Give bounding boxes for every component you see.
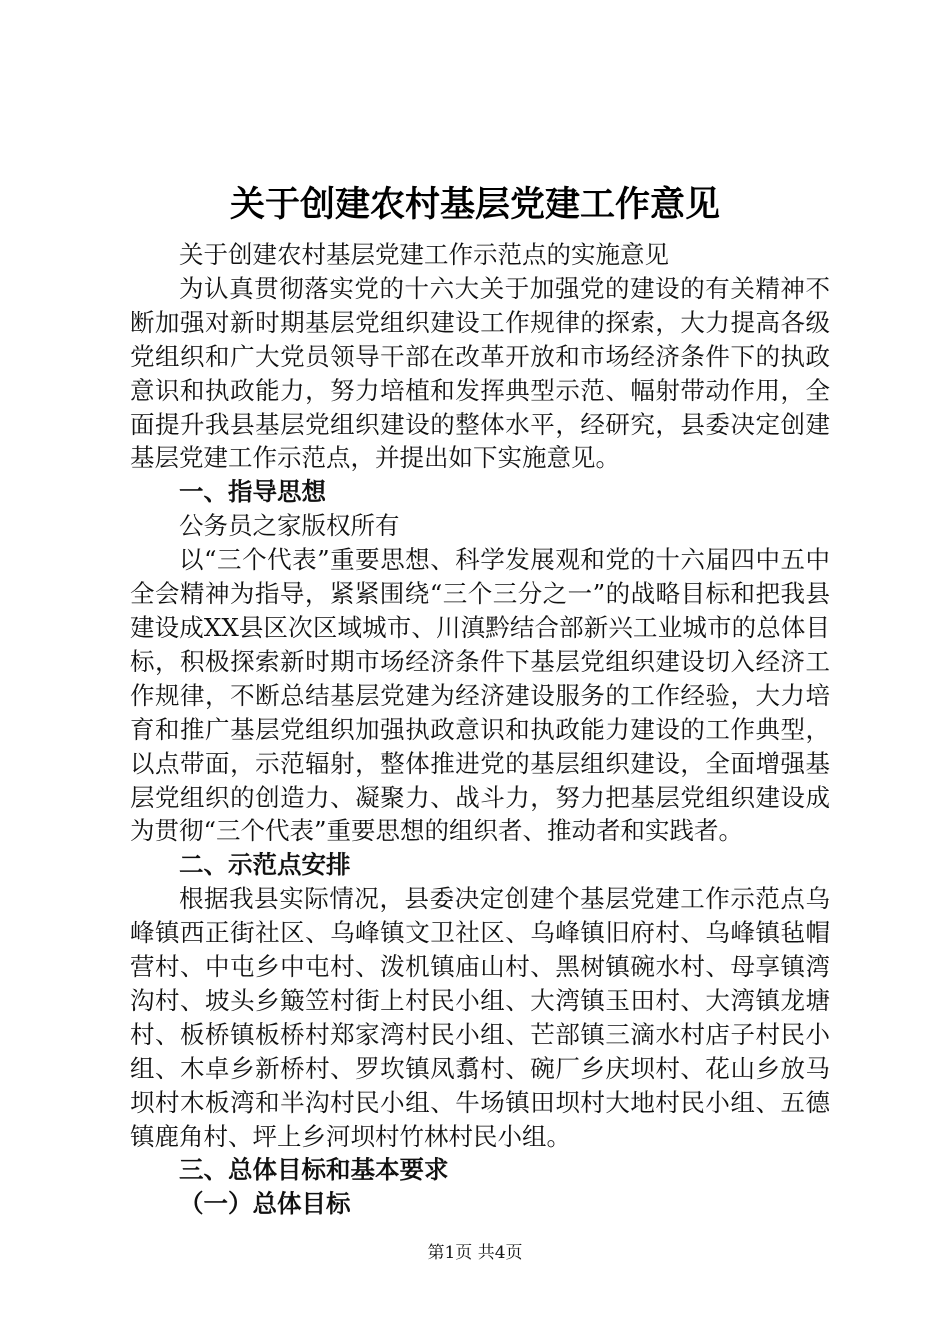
demo-arrangement-paragraph: 根据我县实际情况，县委决定创建个基层党建工作示范点乌峰镇西正街社区、乌峰镇文卫社区、乌峰镇旧府村、乌峰镇毡帽营村、中屯乡中屯村、泼机镇庙山村、黑树镇碗水村、母享镇湾沟村、坡头乡簸笠村街上村民小组、大湾镇玉田村、大湾镇龙塘村、板桥镇板桥村郑家湾村民小组、芒部镇三滴水村店子村民小组、木卓乡新桥村、罗坎镇凤翥村、碗厂乡庆坝村、花山乡放马坝村木板湾和半沟村民小组、牛场镇田坝村大地村民小组、五德镇鹿角村、坪上乡河坝村竹林村民小组。 bbox=[130, 884, 830, 1151]
copyright-line: 公务员之家版权所有 bbox=[179, 511, 400, 541]
section-heading-demo-arrangement: 二、示范点安排 bbox=[179, 850, 351, 880]
subsection-heading-overall-goal: （一）总体目标 bbox=[179, 1189, 351, 1219]
guiding-ideology-paragraph: 以“三个代表”重要思想、科学发展观和党的十六届四中五中全会精神为指导，紧紧围绕“三个三分之一”的战略目标和把我县建设成XX县区次区域城市、川滇黔结合部新兴工业城市的总体目标，积极探索新时期市场经济条件下基层党组织建设切入经济工作规律，不断总结基层党建为经济建设服务的工作经验，大力培育和推广基层党组织加强执政意识和执政能力建设的工作典型，以点带面，示范辐射，整体推进党的基层组织建设，全面增强基层党组织的创造力、凝聚力、战斗力，努力把基层党组织建设成为贯彻“三个代表”重要思想的组织者、推动者和实践者。 bbox=[130, 545, 830, 846]
subtitle-paragraph: 关于创建农村基层党建工作示范点的实施意见 bbox=[179, 240, 669, 269]
intro-paragraph: 为认真贯彻落实党的十六大关于加强党的建设的有关精神不断加强对新时期基层党组织建设工作规律的探索，大力提高各级党组织和广大党员领导干部在改革开放和市场经济条件下的执政意识和执政能力，努力培植和发挥典型示范、幅射带动作用，全面提升我县基层党组织建设的整体水平，经研究，县委决定创建基层党建工作示范点，并提出如下实施意见。 bbox=[130, 273, 830, 473]
document-title: 关于创建农村基层党建工作意见 bbox=[229, 185, 720, 225]
page-number-footer: 第1页 共4页 bbox=[427, 1243, 523, 1263]
section-heading-guiding-ideology: 一、指导思想 bbox=[179, 477, 326, 507]
section-heading-goals-requirements: 三、总体目标和基本要求 bbox=[179, 1155, 449, 1185]
document-body bbox=[130, 238, 830, 1221]
